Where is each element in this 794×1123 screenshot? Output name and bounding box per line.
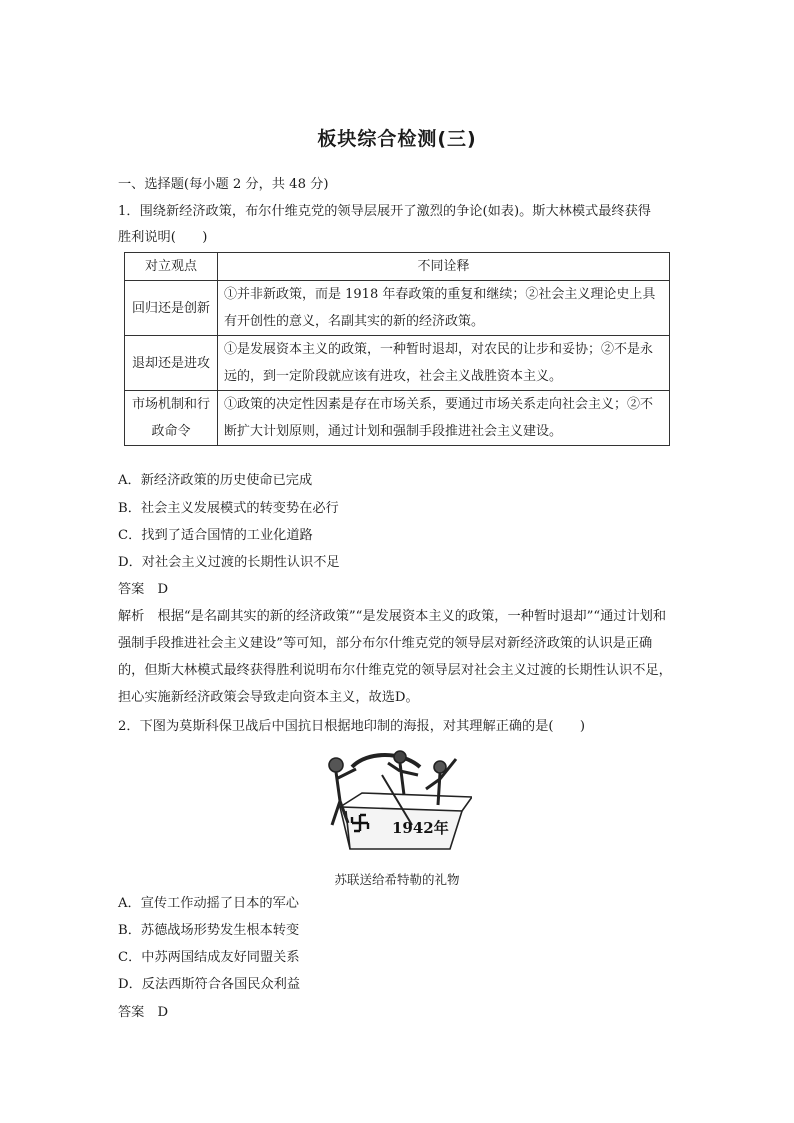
table-row-text: ①政策的决定性因素是存在市场关系，要通过市场关系走向社会主义；②不断扩大计划原则，通过计划和强制手段推进社会主义建设。 (218, 391, 670, 446)
table-row (125, 391, 670, 446)
table-header-cell: 不同诠释 (218, 253, 670, 281)
q2-option-b: B．苏德战场形势发生根本转变 (118, 923, 300, 938)
q1-stem-line2: 胜利说明( ) (118, 230, 208, 245)
poster-year-text: 1942年 (392, 819, 449, 837)
q1-option-d: D．对社会主义过渡的长期性认识不足 (118, 555, 340, 570)
table-row-label: 市场机制和行政命令 (125, 391, 218, 446)
poster-caption: 苏联送给希特勒的礼物 (334, 872, 460, 887)
q2-answer: 答案 D (118, 1005, 169, 1020)
table-row (125, 336, 670, 391)
q2-option-a: A．宣传工作动摇了日本的军心 (118, 896, 299, 911)
poster-illustration (322, 745, 472, 853)
table-row-label: 退却还是进攻 (125, 336, 218, 391)
section-heading: 一、选择题(每小题 2 分，共 48 分) (118, 177, 329, 192)
q1-option-b: B．社会主义发展模式的转变势在必行 (118, 501, 339, 516)
table-header-cell: 对立观点 (125, 253, 218, 281)
table-row (125, 281, 670, 336)
comparison-table (124, 252, 670, 446)
q1-stem-line1: 1．围绕新经济政策，布尔什维克党的领导层展开了激烈的争论(如表)。斯大林模式最终获得 (118, 204, 651, 219)
q1-option-c: C．找到了适合国情的工业化道路 (118, 528, 313, 543)
q1-option-a: A．新经济政策的历史使命已完成 (118, 473, 313, 488)
q2-option-c: C．中苏两国结成友好同盟关系 (118, 950, 300, 965)
page-title: 板块综合检测(三) (317, 128, 477, 150)
q2-option-d: D．反法西斯符合各国民众利益 (118, 977, 301, 992)
q1-analysis: 解析 根据“是名副其实的新的经济政策”“是发展资本主义的政策，一种暂时退却”“通过计划和强制手段推进社会主义建设”等可知，部分布尔什维克党的领导层对新经济政策的认识是正确的，但斯大林模式最终获得胜利说明布尔什维克党的领导层对社会主义过渡的长期性认识不足，担心实施新经济政策会导致走向资本主义，故选D。 (118, 609, 672, 705)
table-header-row (125, 253, 670, 281)
table-row-label: 回归还是创新 (125, 281, 218, 336)
q1-answer: 答案 D (118, 582, 169, 597)
q2-stem: 2．下图为莫斯科保卫战后中国抗日根据地印制的海报，对其理解正确的是( ) (118, 719, 586, 734)
table-row-text: ①并非新政策，而是 1918 年春政策的重复和继续；②社会主义理论史上具有开创性的意义，名副其实的新的经济政策。 (218, 281, 670, 336)
table-row-text: ①是发展资本主义的政策，一种暂时退却，对农民的让步和妥协；②不是永远的，到一定阶段就应该有进攻，社会主义战胜资本主义。 (218, 336, 670, 391)
